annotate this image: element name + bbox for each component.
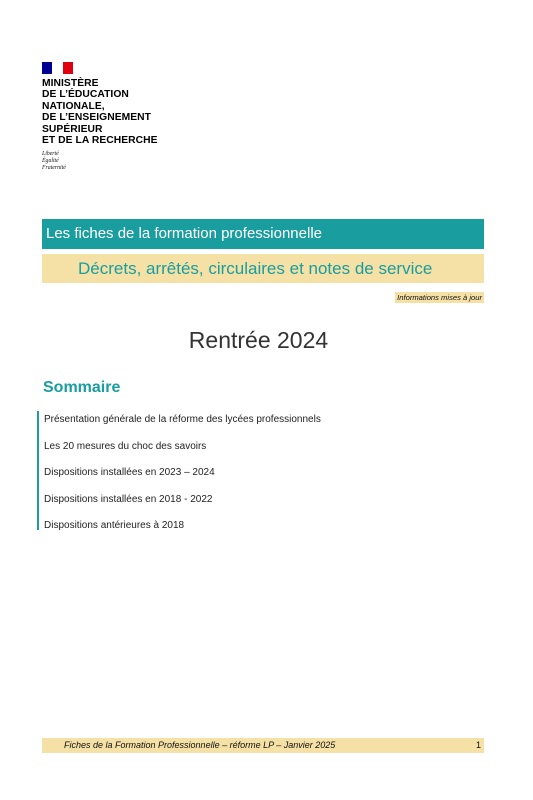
toc-link-20-mesures[interactable]: Les 20 mesures du choc des savoirs (44, 440, 207, 452)
ministry-line: DE L’ÉDUCATION (42, 89, 129, 101)
footer-text: Fiches de la Formation Professionnelle – réforme LP – Janvier 2025 (64, 740, 336, 750)
french-flag-icon (42, 62, 73, 74)
toc-link-2023-2024[interactable]: Dispositions installées en 2023 – 2024 (44, 467, 215, 478)
toc-rule (37, 411, 39, 530)
toc-link-2018-2022[interactable]: Dispositions installées en 2018 - 2022 (44, 493, 213, 505)
republic-motto (42, 151, 158, 171)
ministry-line: SUPÉRIEUR (42, 123, 103, 135)
ministry-line: DE L’ENSEIGNEMENT (42, 112, 151, 124)
ministry-logo (42, 62, 158, 171)
updated-label: Informations mises à jour (397, 293, 482, 302)
page-number: 1 (475, 740, 481, 750)
toc-link-presentation[interactable]: Présentation générale de la réforme des lycées professionnels (44, 414, 321, 425)
toc-list (44, 413, 321, 546)
page-title: Rentrée 2024 (188, 327, 329, 353)
ministry-line: MINISTÈRE (42, 78, 99, 89)
motto-line: Liberté (42, 151, 59, 158)
toc-heading: Sommaire (43, 379, 121, 396)
header-band-title: Les fiches de la formation professionnelle (42, 219, 484, 249)
page-footer (42, 738, 484, 753)
ministry-line: NATIONALE, (42, 100, 105, 112)
motto-line: Égalité (42, 158, 59, 165)
ministry-name (42, 78, 158, 146)
toc-link-avant-2018[interactable]: Dispositions antérieures à 2018 (44, 520, 185, 531)
motto-line: Fraternité (42, 164, 66, 171)
header-band-subtitle: Décrets, arrêtés, circulaires et notes de service (42, 254, 484, 283)
ministry-line: ET DE LA RECHERCHE (42, 135, 158, 147)
